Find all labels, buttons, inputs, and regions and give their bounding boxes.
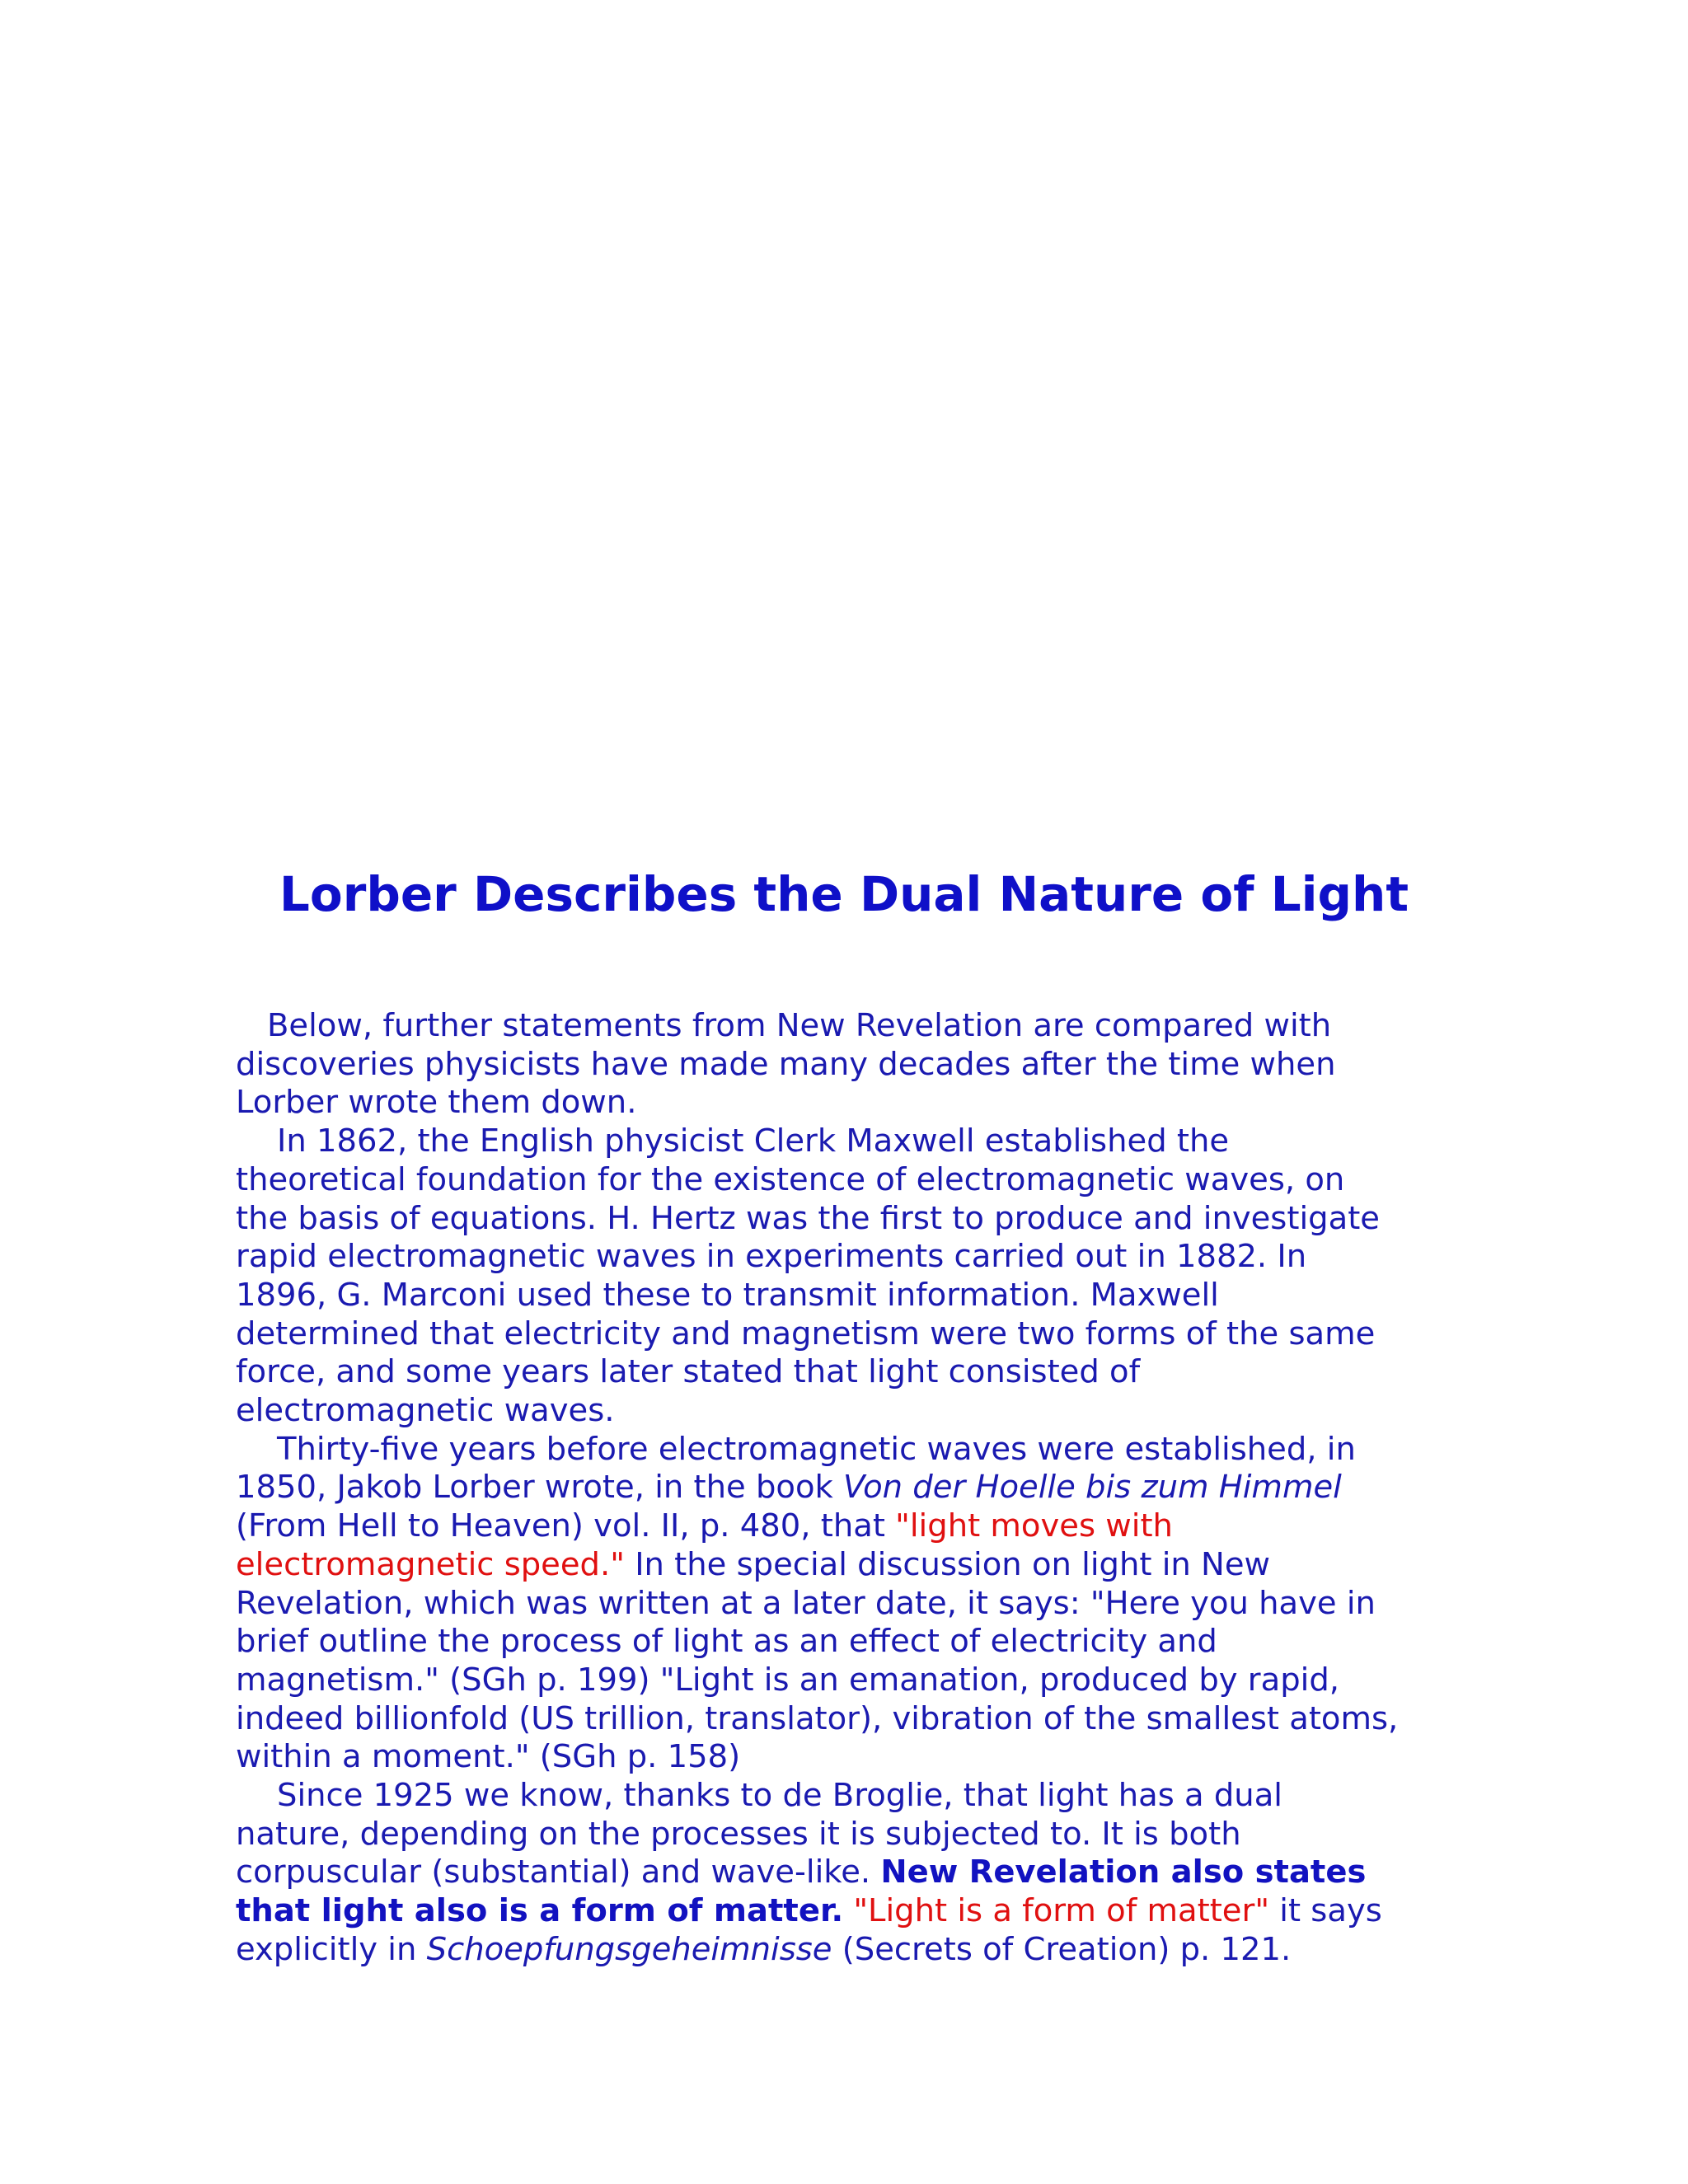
text-line: electromagnetic waves.: [236, 1392, 615, 1430]
text-line: discoveries physicists have made many decades after the time when: [236, 1045, 1336, 1083]
text-line: the basis of equations. H. Hertz was the first to produce and investigate: [236, 1199, 1380, 1237]
bold-statement: New Revelation also states: [880, 1854, 1367, 1891]
paragraph-1: [236, 1007, 1472, 1122]
book-title-german: Schoepfungsgeheimnisse: [426, 1930, 832, 1968]
paragraph-2: [236, 1122, 1472, 1431]
text-line: magnetism." (SGh p. 199) "Light is an emanation, produced by rapid,: [236, 1661, 1340, 1699]
text-line: determined that electricity and magnetism were two forms of the same: [236, 1315, 1376, 1352]
paragraph-3: [236, 1431, 1472, 1777]
page-title: Lorber Describes the Dual Nature of Light: [279, 866, 1409, 922]
text-run: 1850, Jakob Lorber wrote, in the book: [236, 1469, 844, 1507]
text-line: indeed billionfold (US trillion, translator), vibration of the smallest atoms,: [236, 1699, 1399, 1737]
text-line: [236, 1546, 1472, 1585]
text-line: within a moment." (SGh p. 158): [236, 1738, 741, 1776]
paragraph-4: [236, 1777, 1472, 1970]
book-title-german: Von der Hoelle bis zum Himmel: [843, 1469, 1342, 1507]
text-line: rapid electromagnetic waves in experiments carried out in 1882. In: [236, 1238, 1307, 1276]
text-line: force, and some years later stated that light consisted of: [236, 1353, 1141, 1391]
text-run: corpuscular (substantial) and wave-like.: [236, 1854, 881, 1891]
text-run: explicitly in: [236, 1930, 427, 1968]
text-line: [236, 1931, 1472, 1970]
text-line: Below, further statements from New Revelation are compared with: [267, 1007, 1332, 1044]
highlighted-quote: "light moves with: [895, 1507, 1173, 1545]
text-line: [236, 1854, 1472, 1892]
text-line: nature, depending on the processes it is subjected to. It is both: [236, 1815, 1241, 1853]
text-line: [236, 1469, 1472, 1507]
text-line: In 1862, the English physicist Clerk Maxwell established the: [277, 1122, 1230, 1160]
highlighted-quote: "Light is a form of matter": [843, 1892, 1270, 1930]
text-run: (Secrets of Creation) p. 121.: [832, 1930, 1292, 1968]
highlighted-quote: electromagnetic speed.": [236, 1545, 625, 1583]
text-line: Revelation, which was written at a later date, it says: "Here you have in: [236, 1584, 1376, 1622]
text-line: Lorber wrote them down.: [236, 1084, 637, 1122]
text-line: [236, 1507, 1472, 1546]
text-line: [236, 1892, 1472, 1931]
text-line: Thirty-five years before electromagnetic waves were established, in: [277, 1430, 1356, 1468]
text-run: it says: [1269, 1892, 1382, 1930]
text-line: Since 1925 we know, thanks to de Broglie, that light has a dual: [277, 1777, 1282, 1815]
article-body: [236, 1007, 1472, 1970]
text-run: In the special discussion on light in New: [624, 1545, 1271, 1583]
text-line: brief outline the process of light as an effect of electricity and: [236, 1623, 1217, 1661]
text-run: (From Hell to Heaven) vol. II, p. 480, that: [236, 1507, 896, 1545]
text-line: theoretical foundation for the existence of electromagnetic waves, on: [236, 1160, 1345, 1198]
bold-statement: that light also is a form of matter.: [236, 1892, 844, 1930]
text-line: 1896, G. Marconi used these to transmit information. Maxwell: [236, 1276, 1219, 1314]
